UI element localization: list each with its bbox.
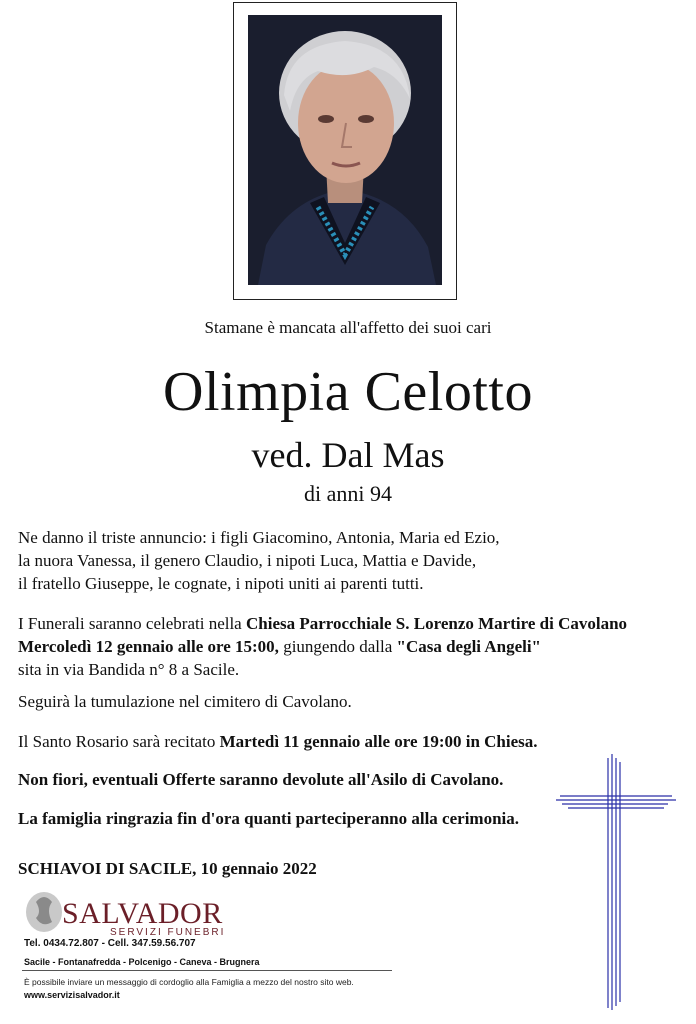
condolence-notice: È possibile inviare un messaggio di cordoglio alla Famiglia a mezzo del nostro sito web. [24,977,354,987]
funeral-datetime: Mercoledì 12 gennaio alle ore 15:00, [18,637,279,656]
burial-text: Seguirà la tumulazione nel cimitero di Cavolano. [18,692,352,711]
rosary-text [18,730,678,753]
funeral-from-text: giungendo dalla [278,637,397,656]
footer-divider [22,970,392,971]
agency-contacts: Tel. 0434.72.807 - Cell. 347.59.56.707 [24,938,196,949]
logo-subtitle: SERVIZI FUNEBRI [110,927,226,938]
portrait-photo [248,15,442,285]
announcement-paragraph [18,526,678,595]
funeral-church-line [18,612,678,635]
rosary-prefix: Il Santo Rosario sarà recitato [18,732,220,751]
announcement-line: il fratello Giuseppe, le cognate, i nipoti uniti ai parenti tutti. [18,574,424,593]
funeral-address: sita in via Bandida n° 8 a Sacile. [18,660,240,679]
agency-towns: Sacile - Fontanafredda - Polcenigo - Caneva - Brugnera [24,957,260,967]
announcement-line: la nuora Vanessa, il genero Claudio, i nipoti Luca, Mattia e Davide, [18,551,477,570]
portrait-frame [233,2,457,300]
funeral-church: Chiesa Parrocchiale S. Lorenzo Martire di Cavolano [245,614,628,633]
intro-text: Stamane è mancata all'affetto dei suoi cari [204,318,492,337]
thanks-text: La famiglia ringrazia fin d'ora quanti parteciperanno alla cerimonia. [18,809,520,828]
funeral-paragraph [18,612,678,681]
no-flowers-text: Non fiori, eventuali Offerte saranno devolute all'Asilo di Cavolano. [18,770,504,789]
announcement-line: Ne danno il triste annuncio: i figli Giacomino, Antonia, Maria ed Ezio, [18,528,500,547]
deceased-name: Olimpia Celotto [163,361,533,423]
widow-of: ved. Dal Mas [251,435,445,475]
logo-name: SALVADOR [62,897,223,930]
cross-icon [556,752,676,1012]
funeral-datetime-line [18,635,678,658]
rosary-when: Martedì 11 gennaio alle ore 19:00 in Chiesa. [219,732,538,751]
agency-website-link[interactable]: www.servizisalvador.it [24,990,120,1000]
funeral-prefix: I Funerali saranno celebrati nella [18,614,246,633]
deceased-age: di anni 94 [304,481,392,506]
portrait-illustration [248,15,442,285]
funeral-from-place: "Casa degli Angeli" [396,637,541,656]
place-date: SCHIAVOI DI SACILE, 10 gennaio 2022 [18,859,317,878]
